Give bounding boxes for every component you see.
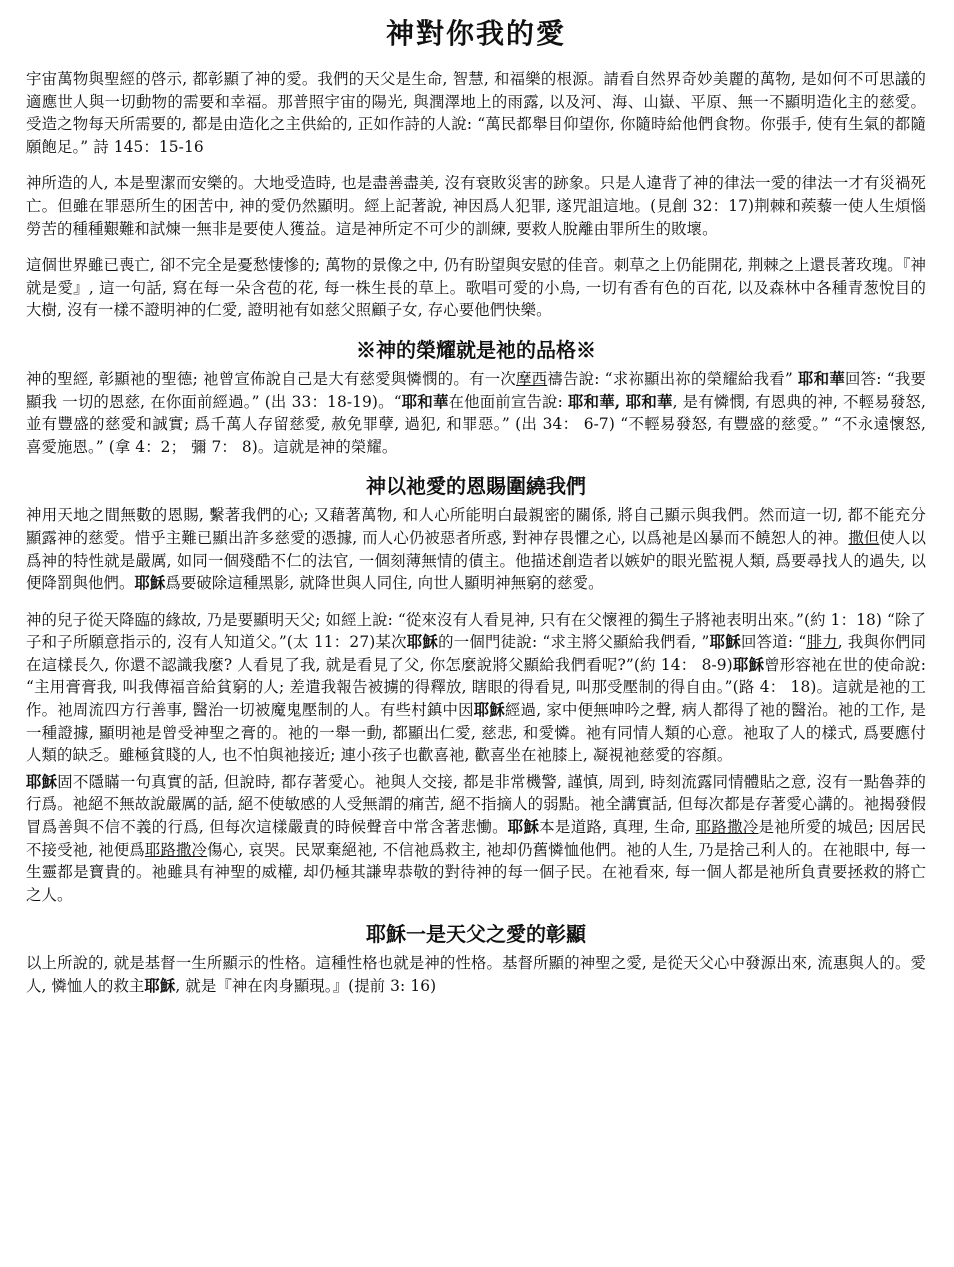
text-span: , 是有憐憫, 有恩典的神, 不輕易發怒, 並有豐盛的慈愛和誠實; 爲千萬人存留慈愛, 赦免罪孽, 過犯, 和罪惡。” (出 34： 6-7) “不輕易發怒, 有豐盛的慈愛。” “不永遠懷怒, 喜愛施恩。” (拿 4：2； 彌 7： 8)。這就是神的榮耀。 xyxy=(26,392,926,456)
section-heading-gifts: 神以祂愛的恩賜圍繞我們 xyxy=(366,474,586,499)
name-jesus: 耶穌 xyxy=(473,701,506,720)
text-span: 使人以爲神的特性就是嚴厲, 如同一個殘酷不仁的法官, 一個刻薄無情的債主。他描述創造者以嫉妒的眼光監視人類, 爲要尋找人的過失, 以便降罰與他們。 xyxy=(26,528,926,593)
name-jerusalem: 耶路撒冷 xyxy=(144,840,208,859)
text-span: 經過, 家中便無呻吟之聲, 病人都得了祂的醫治。祂的工作, 是一種證據, 顯明祂是曾受神聖之膏的。祂的一舉一動, 都顯出仁愛, 慈悲, 和愛憐。祂有同情人類的心意。祂取了人的樣式, 爲要應付人類的缺乏。雖極貧賤的人, 也不怕與祂接近; 連小孩子也歡喜祂, 歡喜坐在祂膝上, 凝視祂慈愛的容顏。 xyxy=(26,701,926,765)
name-jesus: 耶穌 xyxy=(406,633,439,652)
text-span: 爲要破除這種黑影, 就降世與人同住, 向世人顯明神無窮的慈愛。 xyxy=(165,574,604,593)
paragraph-character xyxy=(26,771,926,907)
name-jesus: 耶穌 xyxy=(134,574,166,593)
name-jesus: 耶穌 xyxy=(144,977,176,995)
text-span: 神的聖經, 彰顯祂的聖德; 祂曾宣佈說自己是大有慈愛與憐憫的。有一次 xyxy=(26,369,516,388)
page-title: 神對你我的愛 xyxy=(385,17,566,50)
text-span: 曾形容祂在世的使命說: “主用膏膏我, 叫我傳福音給貧窮的人; 差遣我報告被擄的得釋放, 瞎眼的得看見, 叫那受壓制的得自由。”(路 4： 18)。這就是祂的工作。祂周流四方行善事, 醫治一切被魔鬼壓制的人。有些村鎮中因 xyxy=(26,655,926,720)
paragraph-fall: 神所造的人, 本是聖潔而安樂的。大地受造時, 也是盡善盡美, 沒有衰敗災害的跡象。只是人違背了神的律法一愛的律法一才有災禍死亡。但雖在罪惡所生的困苦中, 神的愛仍然顯明。經上記著說, 神因爲人犯罪, 遂咒詛這地。(見創 32：17)荆棘和蒺藜一使人生煩惱勞苦的種種艱難和試煉一無非是要使人獲益。這是神所定不可少的訓練, 要救人脫離由罪所生的敗壞。 xyxy=(26,174,926,238)
paragraph-gifts xyxy=(26,504,926,594)
text-span: 以上所說的, 就是基督一生所顯示的性格。這種性格也就是神的性格。基督所顯的神聖之愛, 是從天父心中發源出來, 流惠與人的。愛人, 憐恤人的救主 xyxy=(26,954,926,995)
text-span: 禱告說: “求祢顯出祢的榮耀給我看” xyxy=(547,369,799,388)
section-heading-jesus: 耶穌一是天父之愛的彰顯 xyxy=(366,922,586,947)
name-jesus: 耶穌 xyxy=(507,818,540,837)
text-span: 回答道: “ xyxy=(740,633,807,652)
name-jerusalem: 耶路撒冷 xyxy=(695,818,759,837)
paragraph-son xyxy=(26,609,926,767)
name-moses: 摩西 xyxy=(516,369,548,388)
section-heading-glory: ※神的榮耀就是祂的品格※ xyxy=(356,337,596,362)
name-jesus: 耶穌 xyxy=(26,772,58,791)
text-span: 在他面前宣告說: xyxy=(448,392,569,411)
name-yhwh: 耶和華 xyxy=(798,369,845,388)
paragraph-glory xyxy=(26,368,926,458)
name-yhwh: 耶和華, 耶和華 xyxy=(568,392,673,411)
paragraph-conclusion xyxy=(26,952,926,997)
name-jesus: 耶穌 xyxy=(732,655,765,674)
text-span: , 就是『神在肉身顯現。』(提前 3: 16) xyxy=(175,977,437,995)
name-yhwh: 耶和華 xyxy=(401,392,449,411)
text-span: 本是道路, 真理, 生命, xyxy=(539,818,696,837)
text-span: 神的兒子從天降臨的緣故, 乃是要顯明天父; 如經上說: “從來沒有人看見神, 只有在父懷裡的獨生子將祂表明出來。”(約 1：18) “除了子和子所願意指示的, 沒有人知道父。”(太 11：27)某次 xyxy=(26,610,926,652)
text-span: 的一個門徒說: “求主將父顯給我們看, ” xyxy=(438,633,710,652)
name-philip: 腓力 xyxy=(806,633,838,652)
paragraph-creation: 宇宙萬物與聖經的啓示, 都彰顯了神的愛。我們的天父是生命, 智慧, 和福樂的根源。請看自然界奇妙美麗的萬物, 是如何不可思議的適應世人與一切動物的需要和幸福。那普照宇宙的陽光, 與潤澤地上的雨露, 以及河、海、山嶽、平原、無一不顯明造化主的慈愛。受造之物每天所需要的, 都是由造化之主供給的, 正如作詩的人說: “萬民都舉目仰望你, 你隨時給他們食物。你張手, 使有生氣的都隨願飽足。” 詩 145：15-16 xyxy=(26,70,926,156)
text-span: 神用天地之間無數的恩賜, 繫著我們的心; 又藉著萬物, 和人心所能明白最親密的關係, 將自己顯示與我們。然而這一切, 都不能充分顯露神的慈愛。惜乎主難已顯出許多慈愛的憑據, 而人心仍被惡者所惑, 對神存畏懼之心, 以爲祂是凶暴而不饒恕人的神。 xyxy=(26,506,926,547)
text-span: 回答: “我要顯我 一切的恩慈, 在你面前經過。” (出 33：18-19)。“ xyxy=(26,369,926,411)
paragraph-world: 這個世界雖已喪亡, 卻不完全是憂愁悽慘的; 萬物的景像之中, 仍有盼望與安慰的佳音。刺草之上仍能開花, 荆棘之上還長著玫瑰。『神就是愛』, 這一句話, 寫在每一朵含苞的花, 每一株生長的草上。歌唱可愛的小鳥, 一切有香有色的百花, 以及森林中各種青葱悅目的大樹, 沒有一樣不證明神的仁愛, 證明祂有如慈父照顧子女, 存心要他們快樂。 xyxy=(26,256,927,320)
name-satan: 撒但 xyxy=(848,528,880,547)
text-span: 傷心, 哀哭。民眾棄絕祂, 不信祂爲救主, 祂却仍舊憐恤他們。祂的人生, 乃是捨己利人的。在祂眼中, 每一生靈都是寶貴的。祂雖具有神聖的威權, 却仍極其謙卑恭敬的對待神的每一個子民。在祂看來, 每一個人都是祂所負責要拯救的將亡之人。 xyxy=(26,840,926,904)
text-span: 是祂所愛的城邑; 因居民不接受祂, 祂便爲 xyxy=(26,818,927,859)
name-jesus: 耶穌 xyxy=(709,633,741,652)
text-span: 固不隱瞞一句真實的話, 但說時, 都存著愛心。祂與人交接, 都是非常機警, 謹慎, 周到, 時刻流露同情體貼之意, 沒有一點魯莽的行爲。祂絕不無故說嚴厲的話, 絕不使敏感的人受無謂的痛苦, 絕不指摘人的弱點。祂全講實話, 但每次都是存著愛心講的。祂揭發假冒爲善與不信不義的行爲, 但每次這樣嚴責的時候聲音中常含著悲慟。 xyxy=(26,772,926,837)
text-span: , 我與你們同在這樣長久, 你還不認識我麼? 人看見了我, 就是看見了父, 你怎麼說將父顯給我們看呢?”(約 14： 8-9) xyxy=(26,633,927,674)
